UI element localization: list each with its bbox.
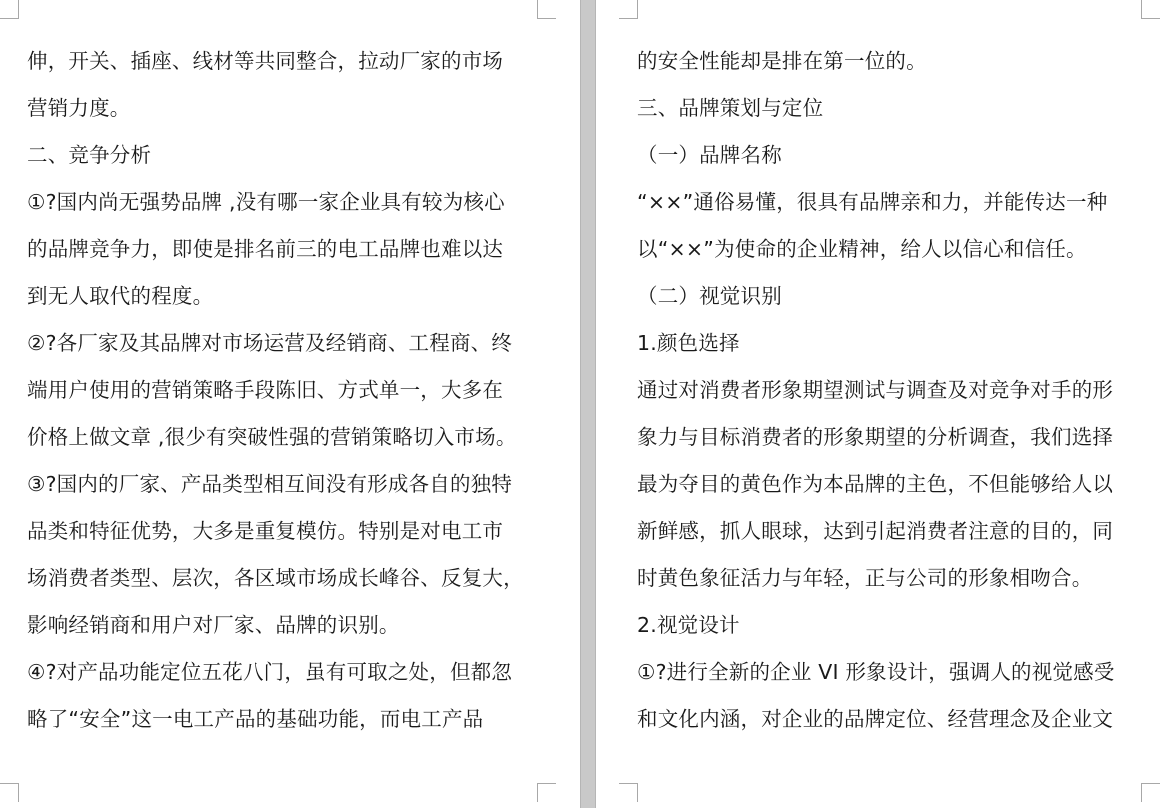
subsection-heading: 1.颜色选择 xyxy=(637,331,740,355)
text-line: 以“××”为使命的企业精神，给人以信心和信任。 xyxy=(637,237,1087,261)
text-line: 的品牌竞争力，即使是排名前三的电工品牌也难以达 xyxy=(27,237,504,261)
crop-mark-bottom-left xyxy=(619,783,638,802)
crop-mark-top-left xyxy=(619,0,638,19)
document-page-left xyxy=(0,0,580,808)
crop-mark-top-left xyxy=(0,0,19,19)
crop-mark-top-right xyxy=(537,0,556,19)
text-line: 端用户使用的营销策略手段陈旧、方式单一，大多在 xyxy=(27,378,504,402)
text-line: ①?进行全新的企业 VI 形象设计，强调人的视觉感受 xyxy=(637,660,1115,684)
text-line: “××”通俗易懂，很具有品牌亲和力，并能传达一种 xyxy=(637,190,1108,214)
text-line: 品类和特征优势，大多是重复模仿。特别是对电工市 xyxy=(27,519,504,543)
section-heading: 二、竞争分析 xyxy=(27,143,152,167)
text-line: 新鲜感，抓人眼球，达到引起消费者注意的目的，同 xyxy=(637,519,1114,543)
text-line: ④?对产品功能定位五花八门，虽有可取之处，但都忽 xyxy=(27,660,513,684)
crop-mark-bottom-right xyxy=(537,783,556,802)
crop-mark-bottom-left xyxy=(0,783,19,802)
crop-mark-top-right xyxy=(1141,0,1160,19)
crop-mark-bottom-right xyxy=(1141,783,1160,802)
subsection-heading: 2.视觉设计 xyxy=(637,613,740,637)
text-line: 通过对消费者形象期望测试与调查及对竞争对手的形 xyxy=(637,378,1114,402)
text-line: 最为夺目的黄色作为本品牌的主色，不但能够给人以 xyxy=(637,472,1114,496)
page-gutter xyxy=(580,0,596,808)
text-line: 价格上做文章 ,很少有突破性强的营销策略切入市场。 xyxy=(27,425,517,449)
text-line: 场消费者类型、层次，各区域市场成长峰谷、反复大， xyxy=(27,566,524,590)
text-line: 和文化内涵，对企业的品牌定位、经营理念及企业文 xyxy=(637,707,1114,731)
text-line: ①?国内尚无强势品牌 ,没有哪一家企业具有较为核心 xyxy=(27,190,505,214)
text-line: 到无人取代的程度。 xyxy=(27,284,214,308)
text-line: ③?国内的厂家、产品类型相互间没有形成各自的独特 xyxy=(27,472,513,496)
text-line: 影响经销商和用户对厂家、品牌的识别。 xyxy=(27,613,400,637)
section-heading: 三、品牌策划与定位 xyxy=(637,96,824,120)
text-line: 伸，开关、插座、线材等共同整合，拉动厂家的市场 xyxy=(27,49,504,73)
text-line: 时黄色象征活力与年轻，正与公司的形象相吻合。 xyxy=(637,566,1093,590)
text-line: 略了“安全”这一电工产品的基础功能，而电工产品 xyxy=(27,707,484,731)
text-line: 营销力度。 xyxy=(27,96,131,120)
page-text-body[interactable] xyxy=(27,38,557,743)
subsection-heading: （一）品牌名称 xyxy=(637,143,782,167)
page-text-body[interactable] xyxy=(637,38,1157,743)
subsection-heading: （二）视觉识别 xyxy=(637,284,782,308)
document-page-right xyxy=(596,0,1174,808)
text-line: 象力与目标消费者的形象期望的分析调查，我们选择 xyxy=(637,425,1114,449)
text-line: 的安全性能却是排在第一位的。 xyxy=(637,49,927,73)
text-line: ②?各厂家及其品牌对市场运营及经销商、工程商、终 xyxy=(27,331,513,355)
